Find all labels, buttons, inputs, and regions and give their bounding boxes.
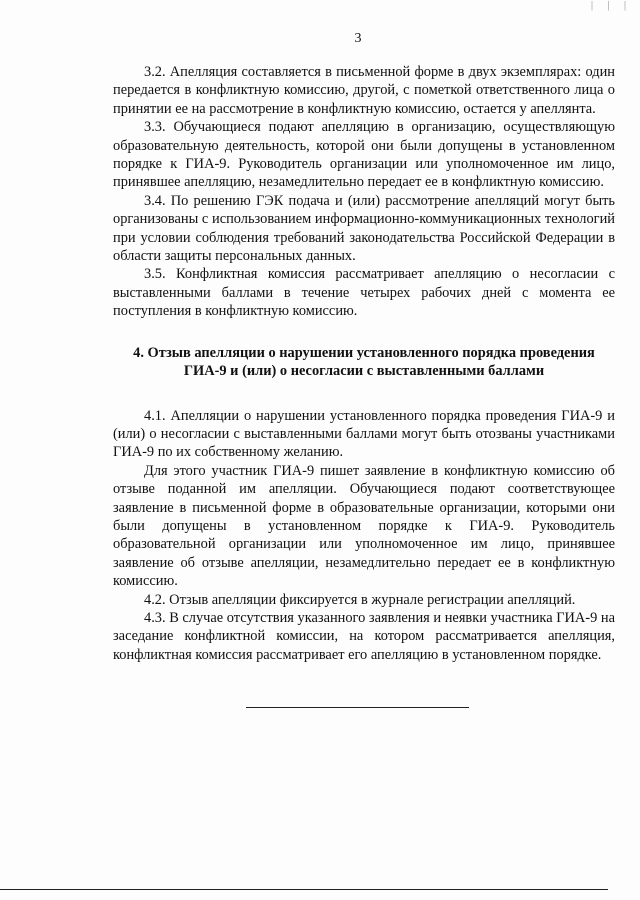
section-4-heading-line-2: ГИА-9 и (или) о несогласии с выставленными баллами [183,363,545,380]
section-4-heading-line-1: 4. Отзыв апелляции о нарушении установленного порядка проведения [133,344,595,361]
scan-edge-marks: | | | [590,0,632,11]
paragraph-3-4: 3.4. По решению ГЭК подача и (или) рассмотрение апелляций могут быть организованы с использованием информационно-коммуникационных технологий при условии соблюдения требований законодательства Российской Федерации в области защиты персональных данных. [113,192,615,265]
page-number: 3 [354,31,362,46]
paragraph-4-3: 4.3. В случае отсутствия указанного заявления и неявки участника ГИА-9 на заседание конфликтной комиссии, на котором рассматривается апелляция, конфликтная комиссия рассматривает его апелляцию в установленном порядке. [113,609,615,663]
document-body [113,63,615,664]
paragraph-3-2: 3.2. Апелляция составляется в письменной форме в двух экземплярах: один передается в конфликтную комиссию, другой, с пометкой ответственного лица о принятии ее на рассмотрение в конфликтную комиссию, остается у апеллянта. [113,64,615,117]
paragraph-4-1: 4.1. Апелляции о нарушении установленного порядка проведения ГИА-9 и (или) о несогласии с выставленными баллами могут быть отозваны участниками ГИА-9 по их собственному желанию. [113,407,615,461]
paragraph-4-1-continued: Для этого участник ГИА-9 пишет заявление в конфликтную комиссию об отзыве поданной им апелляции. Обучающиеся подают соответствующее заявление в письменной форме в образовательные организации, которыми они были допущены в установленном порядке к ГИА-9. Руководитель образовательной организации или уполномоченное им лицо, принявшее заявление об отзыве апелляции, незамедлительно передает ее в конфликтную комиссию. [113,462,615,590]
paragraph-3-3: 3.3. Обучающиеся подают апелляцию в организацию, осуществляющую образовательную деятельность, которой они были допущены в установленном порядке к ГИА-9. Руководитель организации или уполномоченное им лицо, принявшее апелляцию, незамедлительно передает ее в конфликтную комиссию. [113,119,615,191]
section-4-heading [113,344,615,381]
paragraph-3-5: 3.5. Конфликтная комиссия рассматривает апелляцию о несогласии с выставленными баллами в течение четырех рабочих дней с момента ее поступления в конфликтную комиссию. [113,266,615,320]
footer-rule [0,889,608,890]
paragraph-4-2: 4.2. Отзыв апелляции фиксируется в журнале регистрации апелляций. [144,591,576,608]
end-separator-line [246,707,469,708]
